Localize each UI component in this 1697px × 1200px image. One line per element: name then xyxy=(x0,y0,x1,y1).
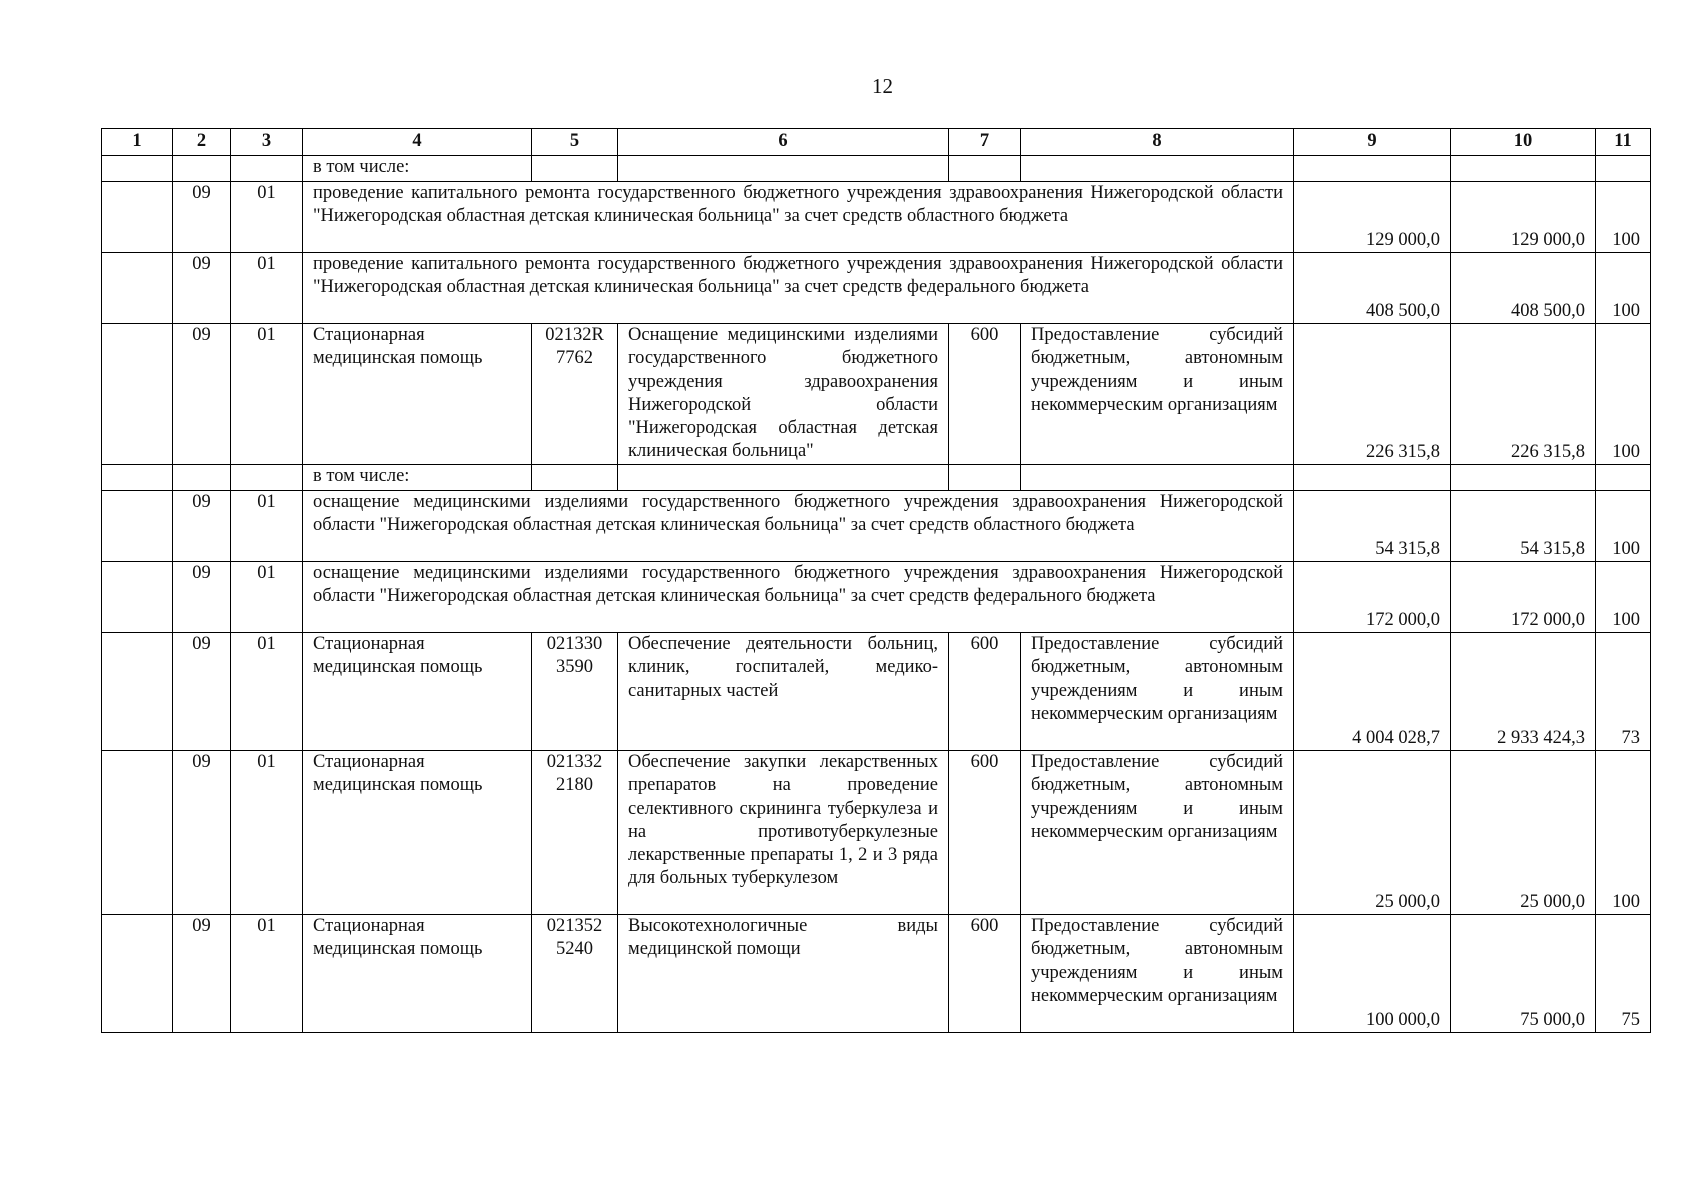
table-row xyxy=(102,491,1651,562)
planned-amount: 172 000,0 xyxy=(1294,562,1451,633)
program-name: Стационарная медицинская помощь xyxy=(303,633,532,751)
expense-type-name: Предоставление субсидий бюджетным, автономным учреждениям и иным некоммерческим организациям xyxy=(1021,915,1294,1033)
header-cell: 4 xyxy=(303,129,532,156)
header-row xyxy=(102,129,1651,156)
row-description: оснащение медицинскими изделиями государственного бюджетного учреждения здравоохранения Нижегородской области "Нижегородская областная детская клиническая больница" за счет средств федерального бюджета xyxy=(303,562,1294,633)
expense-type-code: 600 xyxy=(949,915,1021,1033)
subsection-code: 01 xyxy=(231,324,303,465)
header-cell: 9 xyxy=(1294,129,1451,156)
percent: 100 xyxy=(1596,182,1651,253)
actual-amount: 2 933 424,3 xyxy=(1451,633,1596,751)
planned-amount: 129 000,0 xyxy=(1294,182,1451,253)
planned-amount: 4 004 028,7 xyxy=(1294,633,1451,751)
expense-type-name: Предоставление субсидий бюджетным, автономным учреждениям и иным некоммерческим организациям xyxy=(1021,633,1294,751)
program-name: Стационарная медицинская помощь xyxy=(303,751,532,915)
section-code: 09 xyxy=(173,182,231,253)
subsection-code: 01 xyxy=(231,633,303,751)
subsection-code: 01 xyxy=(231,915,303,1033)
row-description: оснащение медицинскими изделиями государственного бюджетного учреждения здравоохранения Нижегородской области "Нижегородская областная детская клиническая больница" за счет средств областного бюджета xyxy=(303,491,1294,562)
planned-amount: 54 315,8 xyxy=(1294,491,1451,562)
table-row xyxy=(102,633,1651,751)
percent: 75 xyxy=(1596,915,1651,1033)
subsection-code: 01 xyxy=(231,562,303,633)
actual-amount: 129 000,0 xyxy=(1451,182,1596,253)
target-code: 021330 3590 xyxy=(532,633,618,751)
program-name: Стационарная медицинская помощь xyxy=(303,324,532,465)
program-name: Стационарная медицинская помощь xyxy=(303,915,532,1033)
header-cell: 1 xyxy=(102,129,173,156)
row-label: в том числе: xyxy=(303,465,532,491)
expense-type-code: 600 xyxy=(949,751,1021,915)
row-label: в том числе: xyxy=(303,156,532,182)
target-code: 02132R 7762 xyxy=(532,324,618,465)
planned-amount: 408 500,0 xyxy=(1294,253,1451,324)
section-code: 09 xyxy=(173,324,231,465)
row-description: проведение капитального ремонта государственного бюджетного учреждения здравоохранения Нижегородской области "Нижегородская областная детская клиническая больница" за счет средств областного бюджета xyxy=(303,182,1294,253)
percent: 100 xyxy=(1596,751,1651,915)
percent: 100 xyxy=(1596,253,1651,324)
actual-amount: 226 315,8 xyxy=(1451,324,1596,465)
header-cell: 7 xyxy=(949,129,1021,156)
planned-amount: 100 000,0 xyxy=(1294,915,1451,1033)
table-row xyxy=(102,324,1651,465)
actual-amount: 172 000,0 xyxy=(1451,562,1596,633)
table-row xyxy=(102,562,1651,633)
header-cell: 2 xyxy=(173,129,231,156)
actual-amount: 408 500,0 xyxy=(1451,253,1596,324)
header-cell: 8 xyxy=(1021,129,1294,156)
expense-description: Обеспечение деятельности больниц, клиник, госпиталей, медико-санитарных частей xyxy=(618,633,949,751)
subsection-code: 01 xyxy=(231,253,303,324)
expense-type-code: 600 xyxy=(949,324,1021,465)
header-cell: 11 xyxy=(1596,129,1651,156)
expense-type-name: Предоставление субсидий бюджетным, автономным учреждениям и иным некоммерческим организациям xyxy=(1021,751,1294,915)
table-row xyxy=(102,182,1651,253)
section-code: 09 xyxy=(173,633,231,751)
table-row xyxy=(102,915,1651,1033)
budget-table xyxy=(101,128,1651,1033)
section-code: 09 xyxy=(173,915,231,1033)
planned-amount: 25 000,0 xyxy=(1294,751,1451,915)
section-code: 09 xyxy=(173,562,231,633)
section-code: 09 xyxy=(173,751,231,915)
row-description: проведение капитального ремонта государственного бюджетного учреждения здравоохранения Нижегородской области "Нижегородская областная детская клиническая больница" за счет средств федерального бюджета xyxy=(303,253,1294,324)
target-code: 021352 5240 xyxy=(532,915,618,1033)
section-code: 09 xyxy=(173,253,231,324)
subsection-code: 01 xyxy=(231,182,303,253)
expense-type-name: Предоставление субсидий бюджетным, автономным учреждениям и иным некоммерческим организациям xyxy=(1021,324,1294,465)
table-row xyxy=(102,156,1651,182)
table-row xyxy=(102,751,1651,915)
expense-description: Высокотехнологичные виды медицинской помощи xyxy=(618,915,949,1033)
target-code: 021332 2180 xyxy=(532,751,618,915)
planned-amount: 226 315,8 xyxy=(1294,324,1451,465)
actual-amount: 25 000,0 xyxy=(1451,751,1596,915)
section-code: 09 xyxy=(173,491,231,562)
percent: 100 xyxy=(1596,562,1651,633)
percent: 100 xyxy=(1596,324,1651,465)
percent: 73 xyxy=(1596,633,1651,751)
subsection-code: 01 xyxy=(231,751,303,915)
expense-description: Оснащение медицинскими изделиями государственного бюджетного учреждения здравоохранения Нижегородской области "Нижегородская областная детская клиническая больница" xyxy=(618,324,949,465)
table-row xyxy=(102,253,1651,324)
header-cell: 10 xyxy=(1451,129,1596,156)
percent: 100 xyxy=(1596,491,1651,562)
expense-description: Обеспечение закупки лекарственных препаратов на проведение селективного скрининга туберкулеза и на противотуберкулезные лекарственные препараты 1, 2 и 3 ряда для больных туберкулезом xyxy=(618,751,949,915)
header-cell: 3 xyxy=(231,129,303,156)
expense-type-code: 600 xyxy=(949,633,1021,751)
actual-amount: 54 315,8 xyxy=(1451,491,1596,562)
subsection-code: 01 xyxy=(231,491,303,562)
header-cell: 5 xyxy=(532,129,618,156)
page-number: 12 xyxy=(872,74,893,98)
actual-amount: 75 000,0 xyxy=(1451,915,1596,1033)
table-row xyxy=(102,465,1651,491)
header-cell: 6 xyxy=(618,129,949,156)
